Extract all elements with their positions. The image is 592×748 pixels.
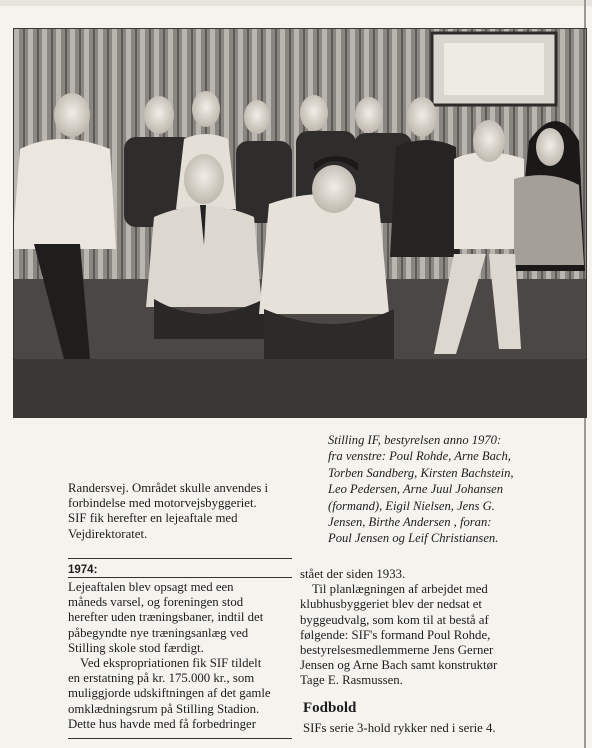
text-line: bestyrelsesmedlemmerne Jens Gerner xyxy=(300,643,494,658)
text-line: muliggjorde udskiftningen af det gamle xyxy=(68,686,271,701)
caption-line: Leo Pedersen, Arne Juul Johansen xyxy=(328,482,503,497)
text-line: Randersvej. Området skulle anvendes i xyxy=(68,481,269,495)
fodbold-text: SIFs serie 3-hold rykker ned i serie 4. xyxy=(303,721,496,735)
text-line: Tage E. Rasmussen. xyxy=(300,673,403,688)
text-line: følgende: SIF's formand Poul Rohde, xyxy=(300,627,491,642)
text-line: Vejdirektoratet. xyxy=(68,526,148,541)
page-top-edge xyxy=(0,0,592,6)
caption-line: (formand), Eigil Nielsen, Jens G. xyxy=(328,498,495,513)
caption-line: Poul Jensen og Leif Christiansen. xyxy=(328,531,499,546)
year-heading-1974: 1974: xyxy=(68,564,98,576)
text-line: herefter uden træningsbaner, indtil det xyxy=(68,610,264,625)
text-line: Lejeaftalen blev opsagt med een xyxy=(68,580,234,594)
board-photo-image xyxy=(14,29,586,417)
text-line: Til planlægningen af arbejdet med xyxy=(312,582,488,597)
text-line: Jensen og Arne Bach samt konstruktør xyxy=(300,658,498,673)
caption-line: Stilling IF, bestyrelsen anno 1970: xyxy=(328,433,502,447)
caption-line: Torben Sandberg, Kirsten Bachstein, xyxy=(328,465,514,480)
section-divider xyxy=(68,558,292,559)
section-1974-body xyxy=(68,580,294,732)
text-line: påbegyndte nye træningsanlæg ved xyxy=(68,625,249,640)
fodbold-heading: Fodbold xyxy=(303,700,357,716)
caption-line: Jensen, Birthe Andersen , foran: xyxy=(328,515,492,530)
text-line: omklædningsrum på Stilling Stadion. xyxy=(68,701,260,716)
intro-paragraph xyxy=(68,481,294,542)
right-column-body xyxy=(300,567,540,689)
column-bottom-rule xyxy=(68,738,292,739)
text-line: SIF fik herefter en lejeaftale med xyxy=(68,511,238,526)
text-line: byggeudvalg, som kom til at bestå af xyxy=(300,612,489,627)
text-line: klubhusbyggeriet blev der nedsat et xyxy=(300,597,482,612)
text-line: en erstatning på kr. 175.000 kr., som xyxy=(68,671,255,686)
text-line: måneds varsel, og foreningen stod xyxy=(68,595,244,610)
caption-line: fra venstre: Poul Rohde, Arne Bach, xyxy=(328,449,511,464)
text-line: Ved ekspropriationen fik SIF tildelt xyxy=(80,656,262,671)
section-divider xyxy=(68,577,292,578)
text-line: stået der siden 1933. xyxy=(300,567,406,581)
text-line: Dette hus havde med få forbedringer xyxy=(68,716,256,731)
text-line: forbindelse med motorvejsbyggeriet. xyxy=(68,496,257,511)
text-line: Stilling skole stod færdigt. xyxy=(68,640,204,655)
photo-caption xyxy=(328,432,580,547)
board-photo xyxy=(13,28,587,418)
